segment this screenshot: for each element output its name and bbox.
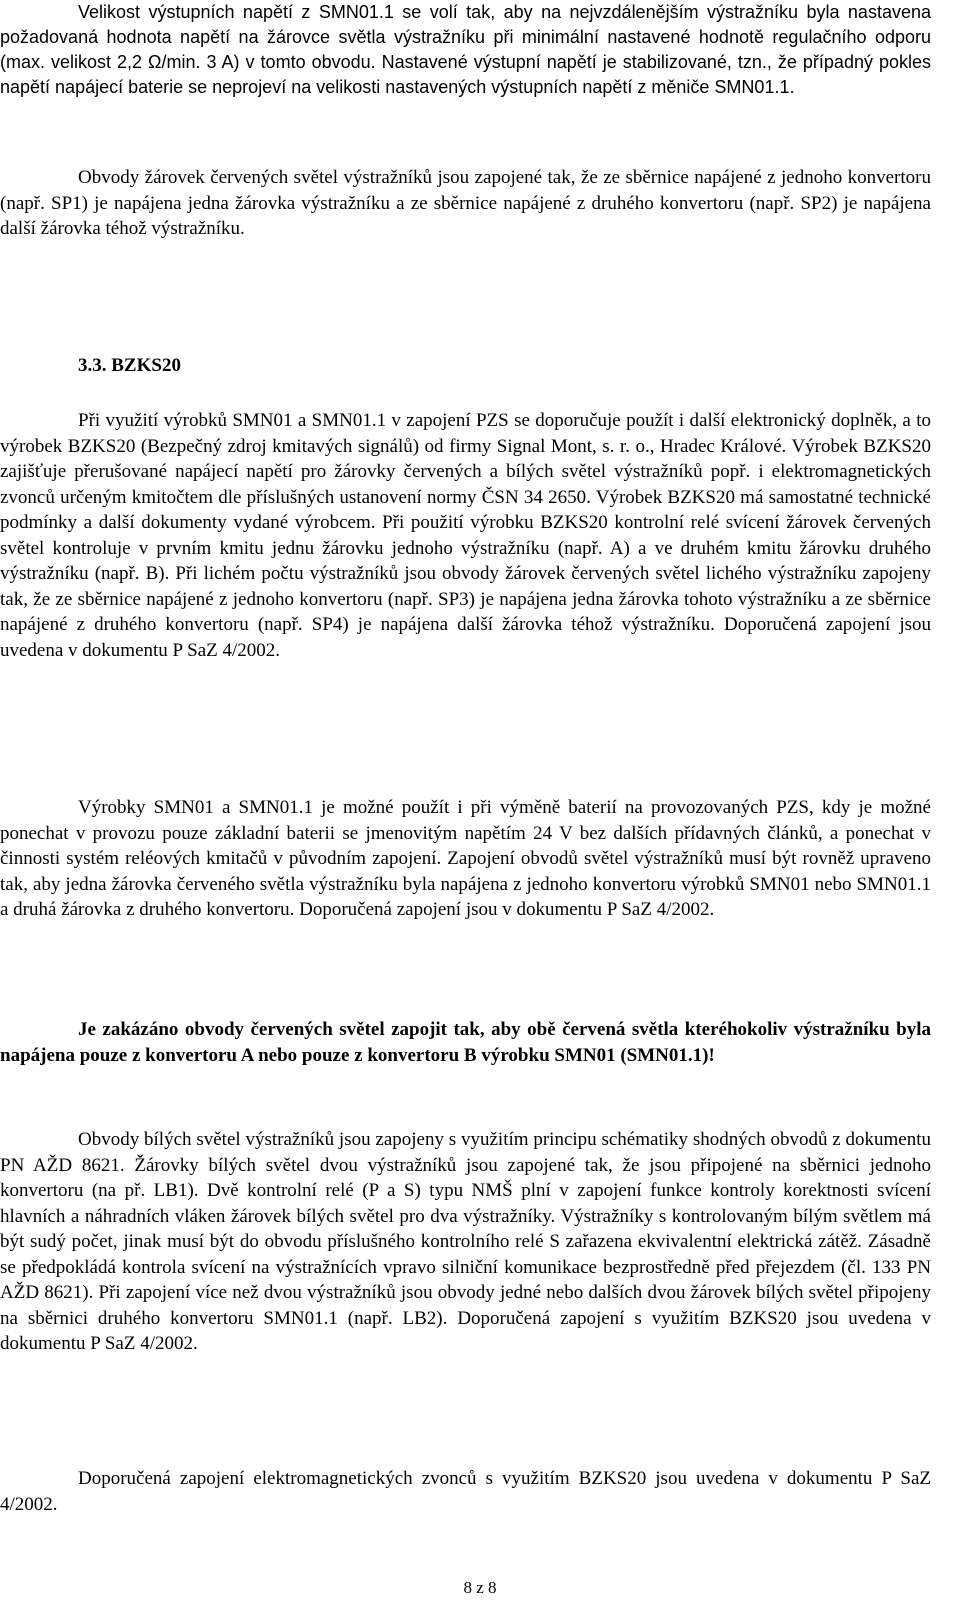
page-number: 8 z 8 — [463, 1578, 497, 1597]
paragraph-battery-replacement: Výrobky SMN01 a SMN01.1 je možné použít i při výměně baterií na provozovaných PZS, kdy je možné ponechat v provozu pouze základní baterii se jmenovitým napětím 24 V bez dalších přídavných článků, a ponechat v činnosti systém reléových kmitačů v původním zapojení. Zapojení obvodů světel výstražníků musí být rovněž upraveno tak, aby jedna žárovka červeného světla výstražníku byla napájena z jednoho konvertoru výrobků SMN01 nebo SMN01.1 a druhá žárovka z druhého konvertoru. Doporučená zapojení jsou v dokumentu P SaZ 4/2002. — [0, 797, 931, 920]
paragraph-voltage-settings — [0, 0, 931, 100]
paragraph-bzks20: Při využití výrobků SMN01 a SMN01.1 v zapojení PZS se doporučuje použít i další elektronický doplněk, a to výrobek BZKS20 (Bezpečný zdroj kmitavých signálů) od firmy Signal Mont, s. r. o., Hradec Králové. Výrobek BZKS20 zajišťuje přerušované napájecí napětí pro žárovky červených a bílých světel výstražníků popř. i elektromagnetických zvonců určeným kmitočtem dle příslušných ustanovení normy ČSN 34 2650. Výrobek BZKS20 má samostatné technické podmínky a další dokumenty vydané výrobcem. Při použití výrobku BZKS20 kontrolní relé svícení žárovek červených světel kontroluje v prvním kmitu jednu žárovku jednoho výstražníku (např. A) a ve druhém kmitu žárovku druhého výstražníku (např. B). Při lichém počtu výstražníků jsou obvody žárovek červených světel lichého výstražníku zapojeny tak, že ze sběrnice napájené z jednoho konvertoru (např. SP3) je napájena jedna žárovka tohoto výstražníku a ze sběrnice napájené z druhého konvertoru (např. SP4) je napájena další žárovka téhož výstražníku. Doporučená zapojení jsou uvedena v dokumentu P SaZ 4/2002. — [0, 410, 931, 661]
paragraph-warning-bold: Je zakázáno obvody červených světel zapojit tak, aby obě červená světla kteréhokoliv výstražníku byla napájena pouze z konvertoru A nebo pouze z konvertoru B výrobku SMN01 (SMN01.1)! — [0, 1019, 931, 1066]
paragraph-text: Velikost výstupních napětí z SMN01.1 se volí tak, aby na nejvzdálenějším výstražníku byla nastavena požadovaná hodnota napětí na žárovce světla výstražníku při minimální nastavené hodnotě regulačního odporu (max. velikost 2,2 Ω/min. 3 A) v tomto obvodu. Nastavené výstupní napětí je stabilizované, tzn., že případný pokles napětí napájecí baterie se neprojeví na velikosti nastavených výstupních napětí z měniče SMN01.1. — [0, 2, 931, 97]
paragraph-red-lights-circuits: Obvody žárovek červených světel výstražníků jsou zapojené tak, že ze sběrnice napájené z jednoho konvertoru (např. SP1) je napájena jedna žárovka výstražníku a ze sběrnice napájené z druhého konvertoru (např. SP2) je napájena další žárovka téhož výstražníku. — [0, 167, 931, 239]
section-heading: 3.3. BZKS20 — [78, 355, 181, 376]
paragraph-bells: Doporučená zapojení elektromagnetických zvonců s využitím BZKS20 jsou uvedena v dokumentu P SaZ 4/2002. — [0, 1468, 931, 1515]
paragraph-white-lights: Obvody bílých světel výstražníků jsou zapojeny s využitím principu schématiky shodných obvodů z dokumentu PN AŽD 8621. Žárovky bílých světel dvou výstražníků jsou zapojené tak, že jsou připojené na sběrnici jednoho konvertoru (na př. LB1). Dvě kontrolní relé (P a S) typu NMŠ plní v zapojení funkce kontroly korektnosti svícení hlavních a náhradních vláken žárovek bílých světel pro dva výstražníky. Výstražníky s kontrolovaným bílým světlem má být sudý počet, jinak musí být do obvodu příslušného kontrolního relé S zařazena ekvivalentní elektrická zátěž. Zásadně se předpokládá kontrola svícení na výstražnících vpravo silniční komunikace bezprostředně před přejezdem (čl. 133 PN AŽD 8621). Při zapojení více než dvou výstražníků jsou obvody jedné nebo dalších dvou žárovek bílých světel připojeny na sběrnici druhého konvertoru SMN01.1 (např. LB2). Doporučená zapojení s využitím BZKS20 jsou uvedena v dokumentu P SaZ 4/2002. — [0, 1129, 931, 1354]
